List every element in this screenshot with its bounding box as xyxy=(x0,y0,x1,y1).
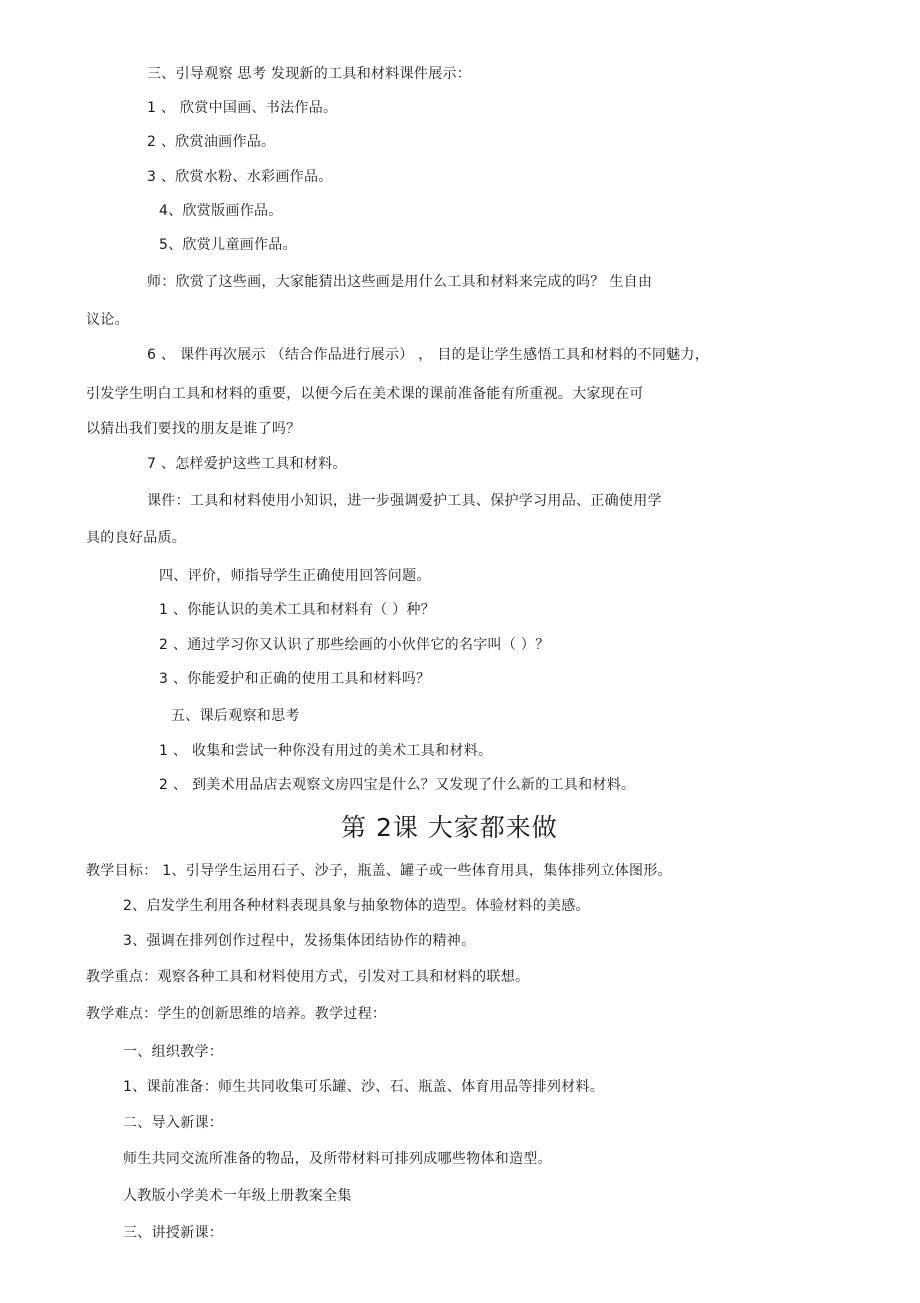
list-item: 1、课前准备：师生共同收集可乐罐、沙、石、瓶盖、体育用品等排列材料。 xyxy=(123,1079,605,1095)
teaching-difficulty: 教学难点：学生的创新思维的培养。教学过程： xyxy=(86,1006,387,1022)
list-item: 1 、 收集和尝试一种你没有用过的美术工具和材料。 xyxy=(159,743,493,759)
lesson-title: 第 2课 大家都来做 xyxy=(341,813,558,842)
section-heading-evaluation: 四、评价，师指导学生正确使用回答问题。 xyxy=(159,568,431,584)
paragraph-line: 师：欣赏了这些画，大家能猜出这些画是用什么工具和材料来完成的吗？ 生自由 xyxy=(147,274,653,290)
paragraph-line: 课件：工具和材料使用小知识，进一步强调爱护工具、保护学习用品、正确使用学 xyxy=(147,493,662,509)
list-item: 4、欣赏版画作品。 xyxy=(159,203,283,219)
paragraph-line: 议论。 xyxy=(86,312,129,328)
section-heading-introduce: 二、导入新课： xyxy=(123,1115,224,1131)
teaching-objectives: 教学目标： 1、引导学生运用石子、沙子，瓶盖、罐子或一些体育用具，集体排列立体图形。 xyxy=(86,863,672,879)
list-item: 3 、你能爱护和正确的使用工具和材料吗？ xyxy=(159,671,431,687)
section-heading-observe: 三、引导观察 思考 发现新的工具和材料课件展示： xyxy=(147,66,472,82)
list-item: 1 、 欣赏中国画、书法作品。 xyxy=(147,100,338,116)
list-item: 1 、你能认识的美术工具和材料有（ ）种？ xyxy=(159,602,436,618)
list-item: 2 、欣赏油画作品。 xyxy=(147,134,276,150)
paragraph-line: 具的良好品质。 xyxy=(86,530,187,546)
list-item: 2 、通过学习你又认识了那些绘画的小伙伴它的名字叫（ ）？ xyxy=(159,637,550,653)
paragraph-line: 以猜出我们要找的朋友是谁了吗？ xyxy=(86,421,301,437)
list-item: 7 、怎样爱护这些工具和材料。 xyxy=(147,456,347,472)
list-item: 6 、 课件再次展示 （结合作品进行展示） ， 目的是让学生感悟工具和材料的不同魅力， xyxy=(147,347,710,363)
list-item: 2、启发学生利用各种材料表现具象与抽象物体的造型。体验材料的美感。 xyxy=(123,898,590,914)
list-item: 2 、 到美术用品店去观察文房四宝是什么？又发现了什么新的工具和材料。 xyxy=(159,777,636,793)
section-heading-teach: 三、讲授新课： xyxy=(123,1225,224,1241)
paragraph-line: 引发学生明白工具和材料的重要，以便今后在美术课的课前准备能有所重视。大家现在可 xyxy=(86,386,644,402)
list-item: 3 、欣赏水粉、水彩画作品。 xyxy=(147,169,333,185)
paragraph-line: 师生共同交流所准备的物品，及所带材料可排列成哪些物体和造型。 xyxy=(123,1151,552,1167)
document-footer-title: 人教版小学美术一年级上册教案全集 xyxy=(123,1188,352,1204)
list-item: 5、欣赏儿童画作品。 xyxy=(159,237,297,253)
section-heading-organize: 一、组织教学： xyxy=(123,1044,224,1060)
list-item: 3、强调在排列创作过程中，发扬集体团结协作的精神。 xyxy=(123,933,476,949)
section-heading-after-class: 五、课后观察和思考 xyxy=(171,708,300,724)
teaching-focus: 教学重点：观察各种工具和材料使用方式，引发对工具和材料的联想。 xyxy=(86,969,530,985)
